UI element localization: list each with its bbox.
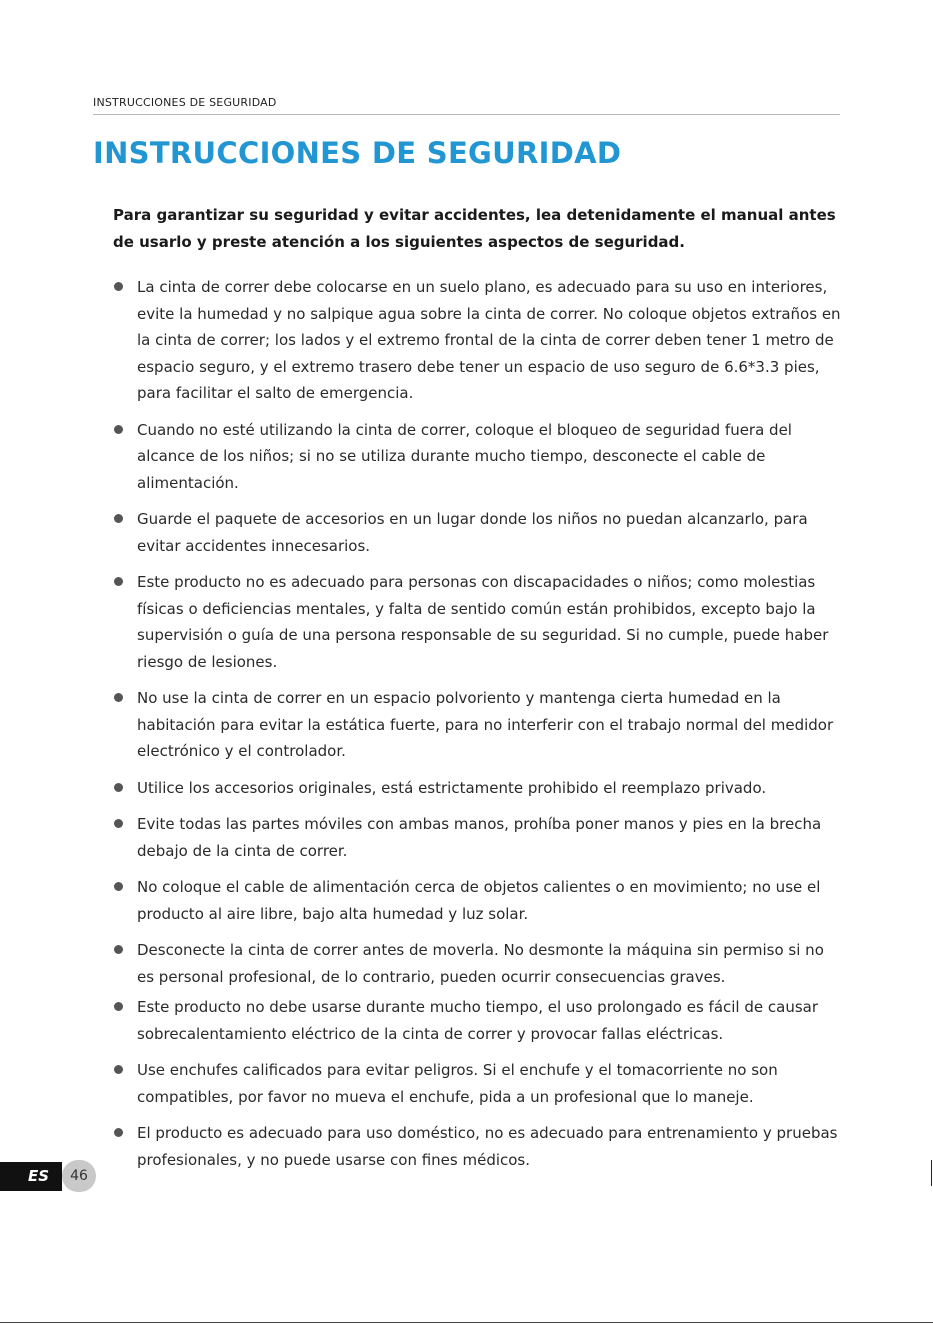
list-item bbox=[113, 1057, 843, 1110]
bullet-icon bbox=[114, 1002, 123, 1011]
bullet-icon bbox=[114, 514, 123, 523]
list-item-text: No coloque el cable de alimentación cerca de objetos calientes o en movimiento; no use el producto al aire libre, bajo alta humedad y luz solar. bbox=[137, 878, 821, 923]
page-title: INSTRUCCIONES DE SEGURIDAD bbox=[93, 136, 622, 170]
bottom-divider bbox=[0, 1322, 933, 1323]
bullet-icon bbox=[114, 425, 123, 434]
list-item bbox=[113, 874, 843, 927]
bullet-icon bbox=[114, 945, 123, 954]
list-item-text: Use enchufes calificados para evitar peligros. Si el enchufe y el tomacorriente no son compatibles, por favor no mueva el enchufe, pida a un profesional que lo maneje. bbox=[137, 1061, 778, 1106]
list-item-text: La cinta de correr debe colocarse en un suelo plano, es adecuado para su uso en interiores, evite la humedad y no salpique agua sobre la cinta de correr. No coloque objetos extraños en la cinta de correr; los lados y el extremo frontal de la cinta de correr deben tener 1 metro de espacio seguro, y el extremo trasero debe tener un espacio de uso seguro de 6.6*3.3 pies, para facilitar el salto de emergencia. bbox=[137, 278, 841, 402]
list-item bbox=[113, 1120, 843, 1173]
list-item-text: Este producto no es adecuado para personas con discapacidades o niños; como molestias físicas o deficiencias mentales, y falta de sentido común están prohibidos, excepto bajo la supervisión o guía de una persona responsable de su seguridad. Si no cumple, puede haber riesgo de lesiones. bbox=[137, 573, 829, 671]
edge-mark bbox=[931, 1160, 932, 1186]
list-item-text: Este producto no debe usarse durante mucho tiempo, el uso prolongado es fácil de causar sobrecalentamiento eléctrico de la cinta de correr y provocar fallas eléctricas. bbox=[137, 998, 819, 1043]
list-item-text: Evite todas las partes móviles con ambas manos, prohíba poner manos y pies en la brecha debajo de la cinta de correr. bbox=[137, 815, 822, 860]
bullet-icon bbox=[114, 1065, 123, 1074]
intro-paragraph: Para garantizar su seguridad y evitar accidentes, lea detenidamente el manual antes de usarlo y preste atención a los siguientes aspectos de seguridad. bbox=[113, 206, 836, 251]
bullet-icon bbox=[114, 783, 123, 792]
bullet-icon bbox=[114, 882, 123, 891]
bullet-icon bbox=[114, 819, 123, 828]
list-item bbox=[113, 417, 843, 497]
page-number: 46 bbox=[62, 1160, 96, 1192]
list-item-text: Guarde el paquete de accesorios en un lugar donde los niños no puedan alcanzarlo, para evitar accidentes innecesarios. bbox=[137, 510, 808, 555]
language-label: ES bbox=[28, 1167, 50, 1185]
bullet-icon bbox=[114, 1128, 123, 1137]
list-item-text: El producto es adecuado para uso doméstico, no es adecuado para entrenamiento y pruebas profesionales, y no puede usarse con fines médicos. bbox=[137, 1124, 838, 1169]
list-item bbox=[113, 937, 843, 990]
safety-rules-list bbox=[113, 274, 843, 1183]
list-item bbox=[113, 274, 843, 407]
header-divider bbox=[93, 114, 840, 115]
list-item bbox=[113, 569, 843, 675]
list-item bbox=[113, 506, 843, 559]
list-item bbox=[113, 685, 843, 765]
list-item bbox=[113, 775, 843, 802]
list-item bbox=[113, 811, 843, 864]
bullet-icon bbox=[114, 693, 123, 702]
bullet-icon bbox=[114, 282, 123, 291]
list-item-text: Cuando no esté utilizando la cinta de correr, coloque el bloqueo de seguridad fuera del alcance de los niños; si no se utiliza durante mucho tiempo, desconecte el cable de alimentación. bbox=[137, 420, 792, 492]
list-item-text: Desconecte la cinta de correr antes de moverla. No desmonte la máquina sin permiso si no es personal profesional, de lo contrario, pueden ocurrir consecuencias graves. bbox=[137, 941, 824, 986]
list-item bbox=[113, 994, 843, 1047]
list-item-text: Utilice los accesorios originales, está estrictamente prohibido el reemplazo privado. bbox=[137, 778, 767, 797]
bullet-icon bbox=[114, 577, 123, 586]
running-header: INSTRUCCIONES DE SEGURIDAD bbox=[93, 96, 277, 109]
list-item-text: No use la cinta de correr en un espacio polvoriento y mantenga cierta humedad en la habitación para evitar la estática fuerte, para no interferir con el trabajo normal del medidor electrónico y el controlador. bbox=[137, 689, 834, 760]
